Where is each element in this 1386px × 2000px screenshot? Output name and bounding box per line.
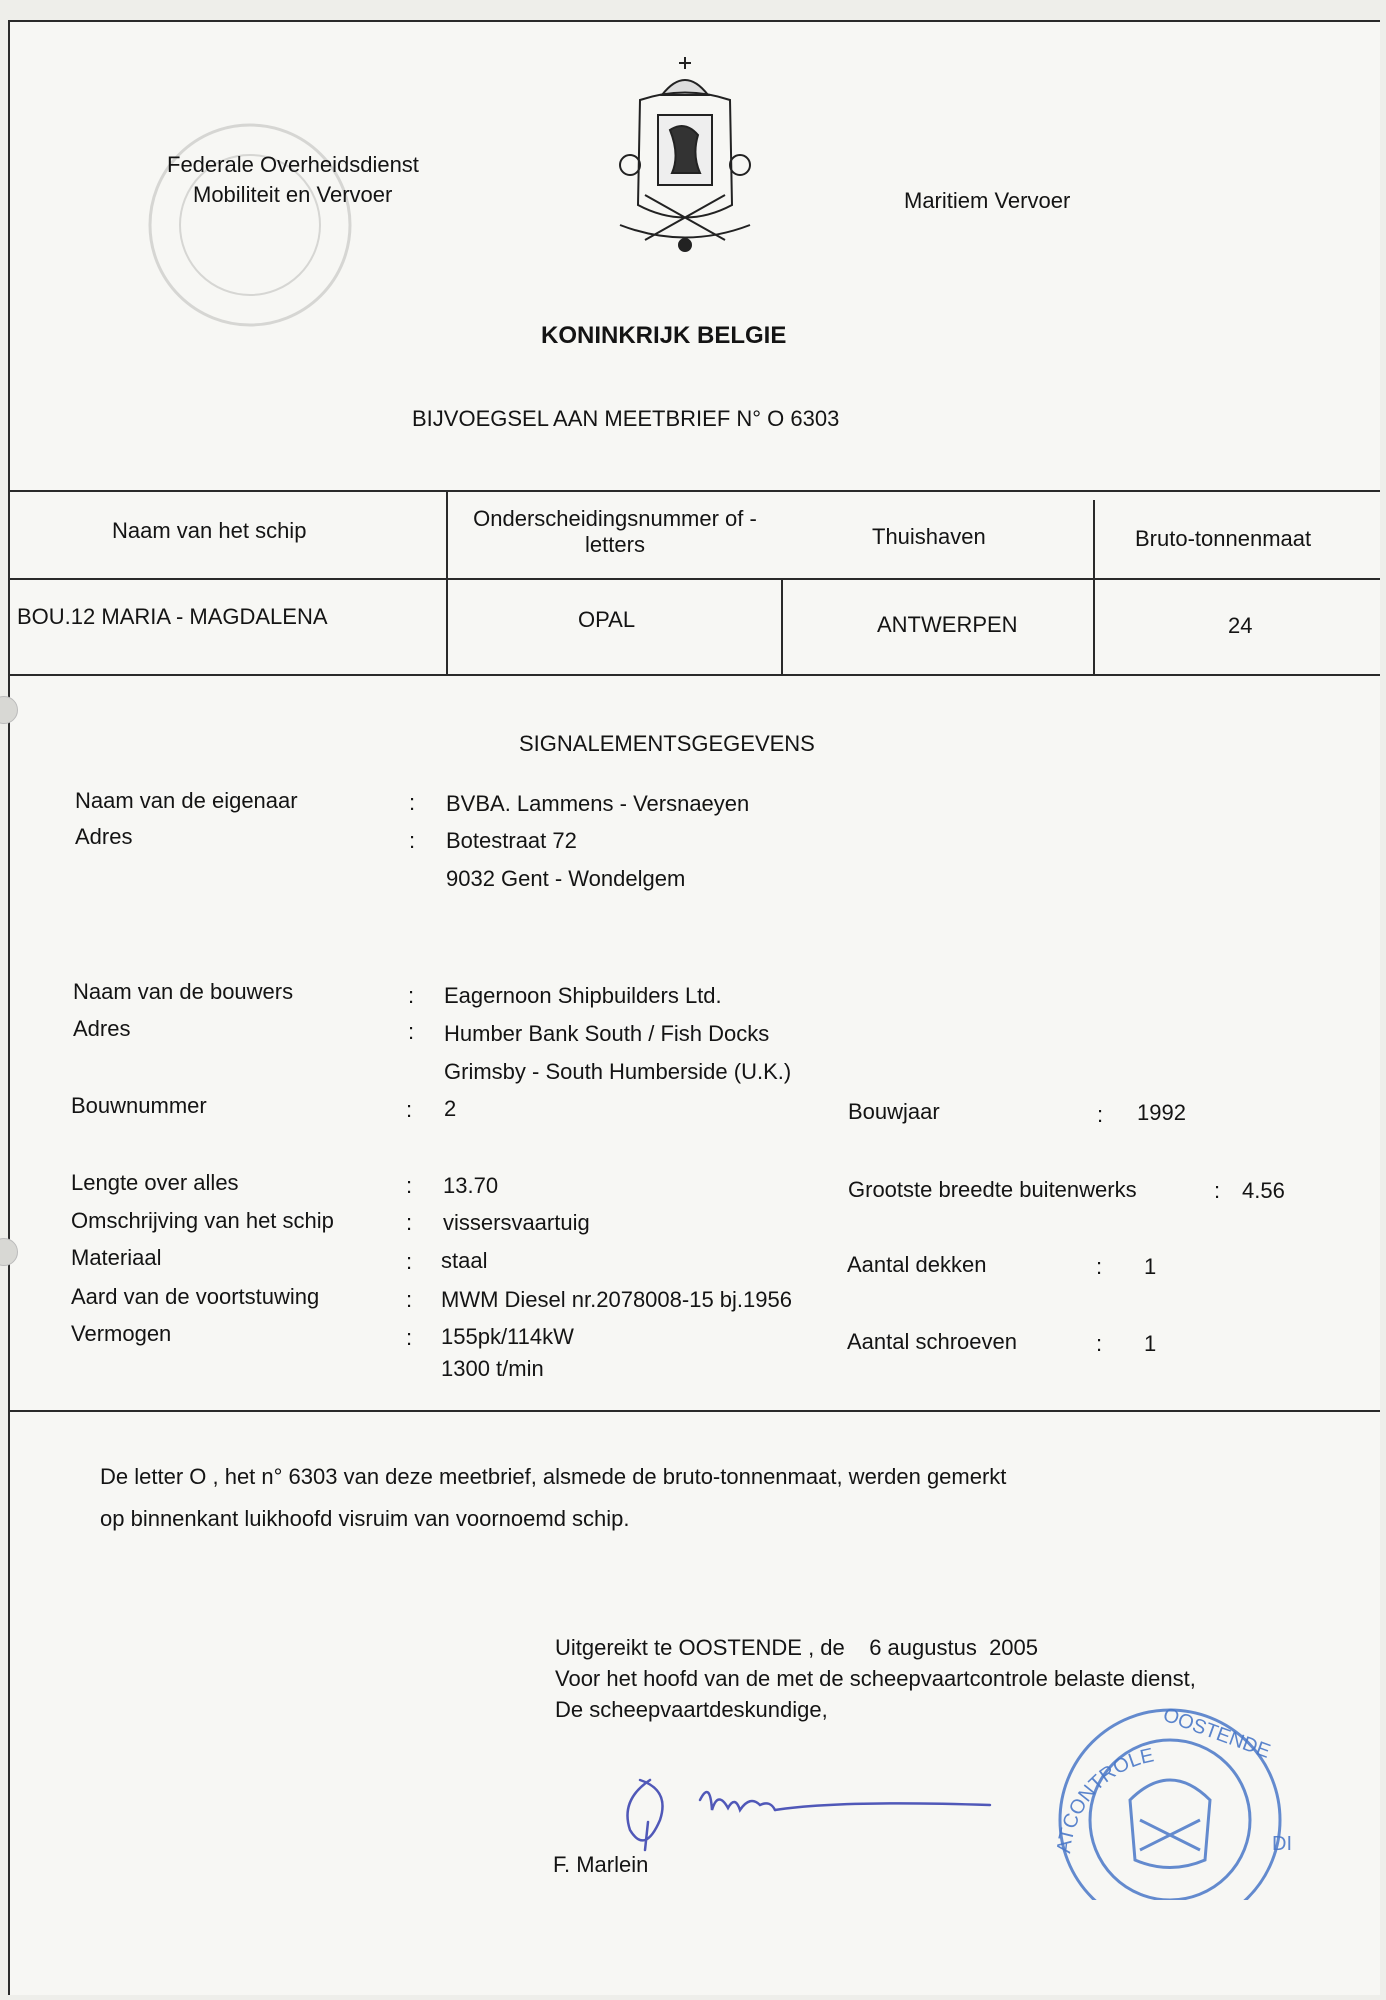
omschrijving-value: vissersvaartuig bbox=[443, 1210, 590, 1235]
table-cell-ship-name: BOU.12 MARIA - MAGDALENA bbox=[17, 604, 328, 629]
stamp-text-right: DI bbox=[1272, 1833, 1292, 1855]
official-stamp-icon bbox=[1040, 1700, 1300, 1900]
signatory-name: F. Marlein bbox=[553, 1852, 649, 1877]
colon: : bbox=[405, 1097, 413, 1122]
dekken-value: 1 bbox=[1144, 1254, 1157, 1279]
voortstuwing-value: MWM Diesel nr.2078008-15 bj.1956 bbox=[441, 1287, 792, 1312]
bouwjaar-value: 1992 bbox=[1137, 1100, 1186, 1125]
signature-icon bbox=[600, 1760, 1000, 1860]
colon: : bbox=[1095, 1331, 1103, 1356]
colon: : bbox=[1095, 1254, 1103, 1279]
owner-name-value: BVBA. Lammens - Versnaeyen bbox=[446, 791, 750, 816]
issued-line-3: De scheepvaartdeskundige, bbox=[555, 1697, 828, 1722]
colon: : bbox=[407, 1019, 415, 1044]
issued-line-2: Voor het hoofd van de met de scheepvaartcontrole belaste dienst, bbox=[555, 1666, 1196, 1691]
owner-address-line-2: 9032 Gent - Wondelgem bbox=[446, 866, 686, 891]
bouwnummer-label: Bouwnummer bbox=[71, 1093, 207, 1118]
vermogen-value-1: 155pk/114kW bbox=[441, 1324, 574, 1349]
table-cell-home-port: ANTWERPEN bbox=[877, 612, 1018, 637]
owner-address-line-1: Botestraat 72 bbox=[446, 828, 577, 853]
builder-name-value: Eagernoon Shipbuilders Ltd. bbox=[444, 983, 722, 1008]
dekken-label: Aantal dekken bbox=[847, 1252, 987, 1277]
department-name: Maritiem Vervoer bbox=[904, 188, 1071, 213]
colon: : bbox=[408, 790, 416, 815]
bouwnummer-value: 2 bbox=[444, 1096, 457, 1121]
breedte-label: Grootste breedte buitenwerks bbox=[848, 1177, 1137, 1202]
bouwjaar-label: Bouwjaar bbox=[848, 1099, 940, 1124]
section-title: SIGNALEMENTSGEGEVENS bbox=[519, 731, 815, 756]
breedte-value: 4.56 bbox=[1242, 1178, 1285, 1203]
materiaal-label: Materiaal bbox=[71, 1245, 162, 1270]
stamp-text-left: ATCONTROLE bbox=[1053, 1744, 1156, 1855]
builder-address-line-2: Grimsby - South Humberside (U.K.) bbox=[444, 1059, 792, 1084]
table-header-home-port: Thuishaven bbox=[872, 524, 986, 549]
document-title: BIJVOEGSEL AAN MEETBRIEF N° O 6303 bbox=[412, 406, 840, 431]
stamp-text-top: OOSTENDE bbox=[1160, 1703, 1274, 1763]
lengte-value: 13.70 bbox=[443, 1173, 499, 1198]
colon: : bbox=[405, 1249, 413, 1274]
ghost-stamp-icon bbox=[140, 105, 360, 345]
coat-of-arms-icon bbox=[600, 55, 770, 255]
lengte-label: Lengte over alles bbox=[71, 1170, 239, 1195]
colon: : bbox=[405, 1287, 413, 1312]
builder-name-label: Naam van de bouwers bbox=[73, 979, 294, 1004]
colon: : bbox=[407, 983, 415, 1008]
builder-address-line-1: Humber Bank South / Fish Docks bbox=[444, 1021, 770, 1046]
materiaal-value: staal bbox=[441, 1248, 488, 1273]
vermogen-value-2: 1300 t/min bbox=[441, 1356, 544, 1381]
ministry-line-2: Mobiliteit en Vervoer bbox=[193, 182, 393, 207]
owner-address-label: Adres bbox=[75, 824, 133, 849]
table-cell-identifier: OPAL bbox=[578, 607, 636, 632]
ministry-line-1: Federale Overheidsdienst bbox=[167, 152, 419, 177]
table-header-identifier: Onderscheidingsnummer of -letters bbox=[473, 506, 757, 557]
remark-line-2: op binnenkant luikhoofd visruim van voornoemd schip. bbox=[100, 1506, 630, 1531]
omschrijving-label: Omschrijving van het schip bbox=[71, 1208, 334, 1233]
table-header-ship-name: Naam van het schip bbox=[112, 518, 307, 543]
colon: : bbox=[405, 1173, 413, 1198]
voortstuwing-label: Aard van de voortstuwing bbox=[71, 1284, 320, 1309]
colon: : bbox=[405, 1325, 413, 1350]
table-cell-gross-tonnage: 24 bbox=[1228, 613, 1253, 638]
colon: : bbox=[405, 1210, 413, 1235]
issued-line-1: Uitgereikt te OOSTENDE , de 6 augustus 2005 bbox=[555, 1635, 1039, 1660]
owner-name-label: Naam van de eigenaar bbox=[75, 788, 298, 813]
table-header-gross-tonnage: Bruto-tonnenmaat bbox=[1135, 526, 1312, 551]
svg-text:ATCONTROLE bbox=[1053, 1744, 1156, 1854]
colon: : bbox=[1213, 1178, 1221, 1203]
vermogen-label: Vermogen bbox=[71, 1321, 172, 1346]
schroeven-value: 1 bbox=[1144, 1331, 1157, 1356]
builder-address-label: Adres bbox=[73, 1016, 131, 1041]
colon: : bbox=[1096, 1102, 1104, 1127]
country-title: KONINKRIJK BELGIE bbox=[541, 322, 787, 349]
schroeven-label: Aantal schroeven bbox=[847, 1329, 1017, 1354]
colon: : bbox=[408, 828, 416, 853]
remark-line-1: De letter O , het n° 6303 van deze meetbrief, alsmede de bruto-tonnenmaat, werden gemerkt bbox=[100, 1464, 1007, 1489]
